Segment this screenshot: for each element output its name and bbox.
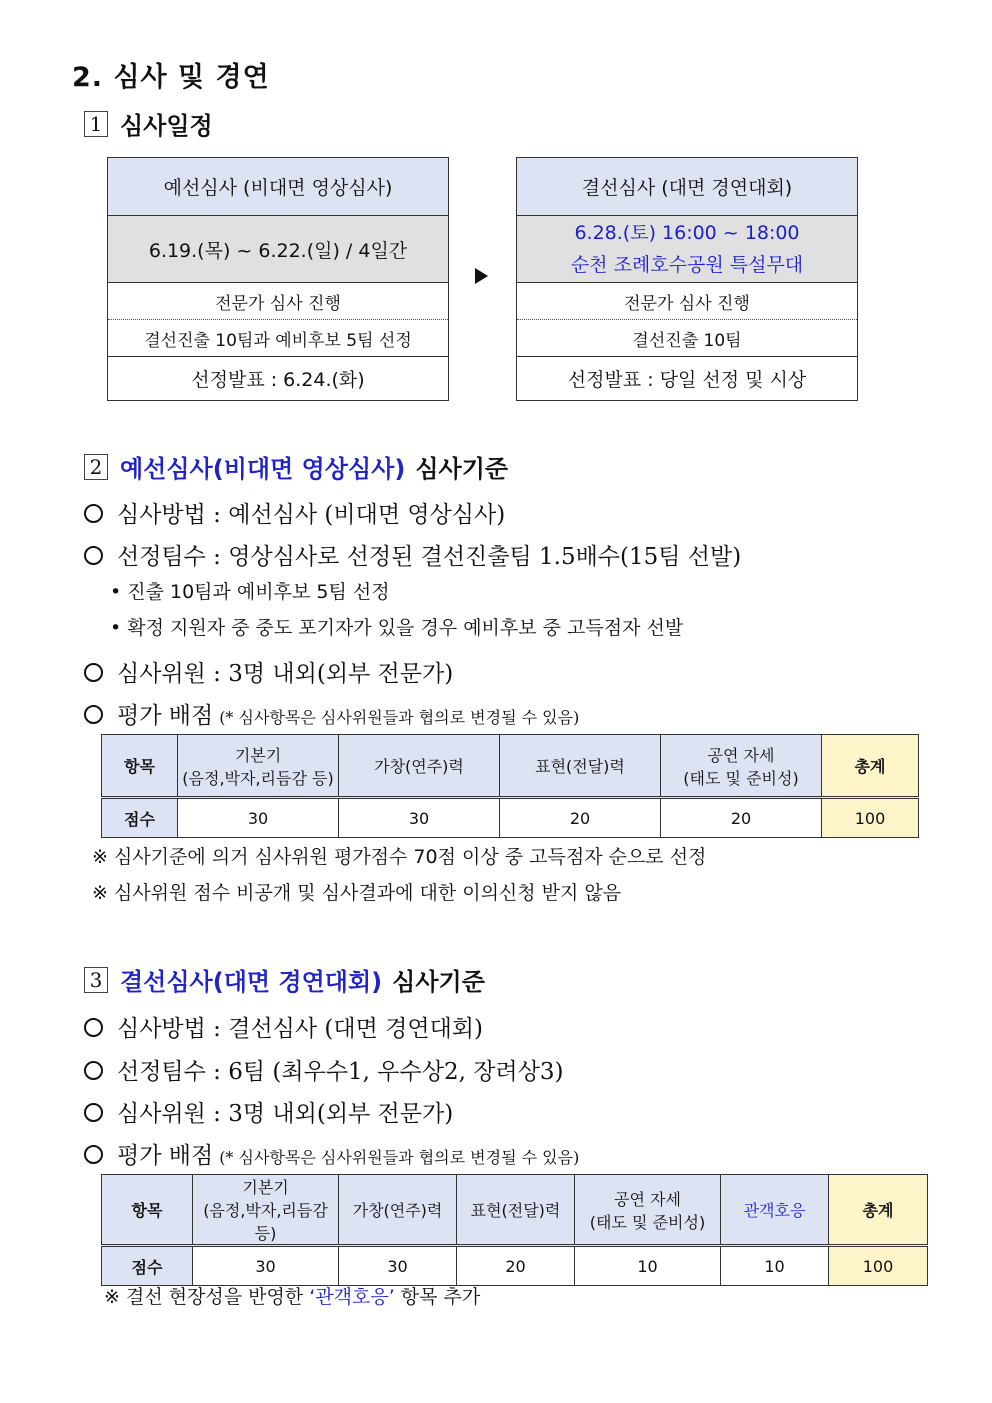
prelim-method: 심사방법 : 예선심사 (비대면 영상심사) <box>84 496 505 529</box>
section-2-title <box>84 449 508 484</box>
cell-expression: 20 <box>457 1246 575 1286</box>
circle-bullet-icon <box>84 1145 103 1164</box>
final-judges: 심사위원 : 3명 내외(외부 전문가) <box>84 1095 453 1128</box>
prelim-row-3: 선정발표 : 6.24.(화) <box>191 369 365 391</box>
section-1-title <box>84 106 213 141</box>
final-teams: 선정팀수 : 6팀 (최우수1, 우수상2, 장려상3) <box>84 1053 563 1086</box>
final-header: 결선심사 (대면 경연대회) <box>517 158 857 216</box>
prelim-sub-2: • 확정 지원자 중 중도 포기자가 있을 경우 예비후보 중 고득점자 선발 <box>110 617 684 639</box>
final-date-time: 6.28.(토) 16:00 ~ 18:00 <box>574 222 800 244</box>
table-header-row <box>102 1175 928 1246</box>
section-number: 2 <box>84 454 108 480</box>
circle-bullet-icon <box>84 663 103 682</box>
circle-bullet-icon <box>84 1018 103 1037</box>
col-total: 총계 <box>829 1175 928 1246</box>
table-row <box>102 1246 928 1286</box>
prelim-note-1: ※ 심사기준에 의거 심사위원 평가점수 70점 이상 중 고득점자 순으로 선정 <box>92 846 707 868</box>
prelim-sub-1: • 진출 10팀과 예비후보 5팀 선정 <box>110 581 390 603</box>
circle-bullet-icon <box>84 1103 103 1122</box>
table-row <box>102 798 919 838</box>
section-3-title <box>84 962 485 997</box>
cell-attitude: 10 <box>575 1246 721 1286</box>
cell-basics: 30 <box>193 1246 339 1286</box>
circle-bullet-icon <box>84 504 103 523</box>
row-label: 점수 <box>102 798 178 838</box>
cell-basics: 30 <box>178 798 339 838</box>
section-title: 심사일정 <box>120 112 213 140</box>
cell-audience: 10 <box>721 1246 829 1286</box>
col-audience: 관객호응 <box>721 1175 829 1246</box>
section-title-rest: 심사기준 <box>392 968 485 996</box>
col-basics: 기본기 (음정,박자,리듬감 등) <box>178 735 339 798</box>
prelim-teams: 선정팀수 : 영상심사로 선정된 결선진출팀 1.5배수(15팀 선발) <box>84 538 741 571</box>
final-score-table <box>101 1174 928 1286</box>
col-attitude: 공연 자세 (태도 및 준비성) <box>661 735 822 798</box>
cell-singing: 30 <box>339 1246 457 1286</box>
col-total: 총계 <box>822 735 919 798</box>
row-label: 점수 <box>102 1246 193 1286</box>
final-venue: 순천 조례호수공원 특설무대 <box>570 254 804 276</box>
cell-total: 100 <box>829 1246 928 1286</box>
final-row-2: 결선진출 10팀 <box>517 320 857 357</box>
prelim-row-1: 전문가 심사 진행 <box>108 283 448 320</box>
col-singing: 가창(연주)력 <box>339 1175 457 1246</box>
table-header-row <box>102 735 919 798</box>
final-date <box>517 216 857 283</box>
col-expression: 표현(전달)력 <box>457 1175 575 1246</box>
final-note: ※ 결선 현장성을 반영한 ‘관객호응’ 항목 추가 <box>104 1286 481 1308</box>
circle-bullet-icon <box>84 546 103 565</box>
prelim-date: 6.19.(목) ~ 6.22.(일) / 4일간 <box>108 216 448 283</box>
circle-bullet-icon <box>84 705 103 724</box>
note-highlight: ‘관객호응’ <box>309 1286 395 1308</box>
section-number: 1 <box>84 111 108 137</box>
final-row-3: 선정발표 : 당일 선정 및 시상 <box>567 369 807 391</box>
section-number: 3 <box>84 967 108 993</box>
final-eval: 평가 배점 (* 심사항목은 심사위원들과 협의로 변경될 수 있음) <box>84 1137 579 1170</box>
page-heading: 2. 심사 및 경연 <box>72 62 270 93</box>
cell-singing: 30 <box>339 798 500 838</box>
prelim-eval: 평가 배점 (* 심사항목은 심사위원들과 협의로 변경될 수 있음) <box>84 697 579 730</box>
prelim-header: 예선심사 (비대면 영상심사) <box>108 158 448 216</box>
section-title-rest: 심사기준 <box>415 455 509 483</box>
col-item: 항목 <box>102 735 178 798</box>
final-row-1: 전문가 심사 진행 <box>517 283 857 320</box>
col-item: 항목 <box>102 1175 193 1246</box>
prelim-row-2: 결선진출 10팀과 예비후보 5팀 선정 <box>108 320 448 357</box>
cell-attitude: 20 <box>661 798 822 838</box>
section-title-highlight: 예선심사(비대면 영상심사) <box>120 455 406 483</box>
col-attitude: 공연 자세 (태도 및 준비성) <box>575 1175 721 1246</box>
prelim-judges: 심사위원 : 3명 내외(외부 전문가) <box>84 655 453 688</box>
prelim-note-2: ※ 심사위원 점수 비공개 및 심사결과에 대한 이의신청 받지 않음 <box>92 882 622 904</box>
final-method: 심사방법 : 결선심사 (대면 경연대회) <box>84 1010 483 1043</box>
col-singing: 가창(연주)력 <box>339 735 500 798</box>
schedule-prelim-box <box>107 157 449 401</box>
prelim-score-table <box>101 734 919 838</box>
cell-expression: 20 <box>500 798 661 838</box>
section-title-highlight: 결선심사(대면 경연대회) <box>120 968 383 996</box>
schedule-final-box <box>516 157 858 401</box>
cell-total: 100 <box>822 798 919 838</box>
arrow-right-icon <box>475 268 488 284</box>
col-expression: 표현(전달)력 <box>500 735 661 798</box>
col-basics: 기본기 (음정,박자,리듬감 등) <box>193 1175 339 1246</box>
circle-bullet-icon <box>84 1061 103 1080</box>
eval-note: (* 심사항목은 심사위원들과 협의로 변경될 수 있음) <box>219 708 580 727</box>
eval-note: (* 심사항목은 심사위원들과 협의로 변경될 수 있음) <box>219 1148 580 1167</box>
